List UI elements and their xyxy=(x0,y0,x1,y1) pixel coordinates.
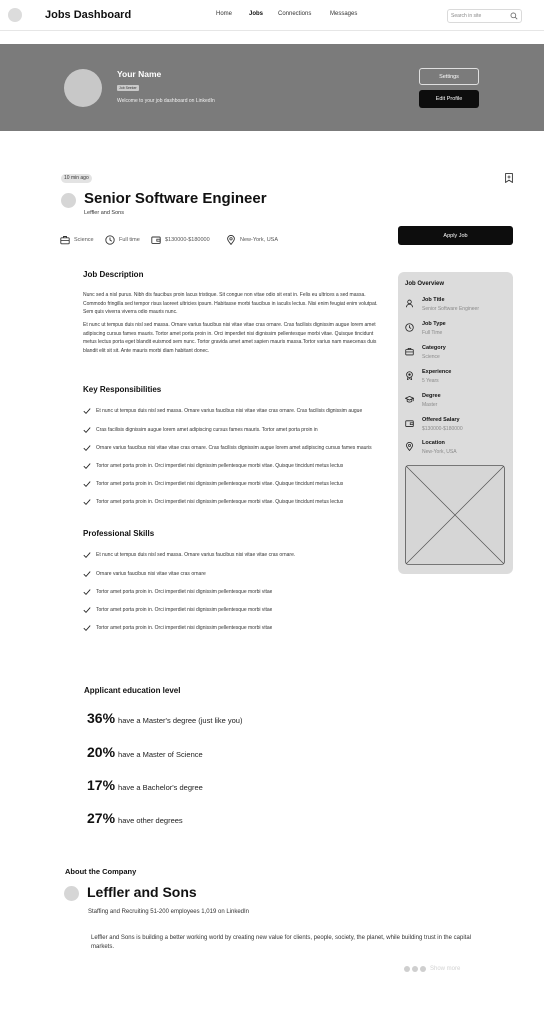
job-location xyxy=(226,234,278,246)
graduation-cap-icon xyxy=(405,395,414,404)
top-navbar xyxy=(0,0,544,31)
job-category-text: Science xyxy=(74,237,94,243)
overview-label: Degree xyxy=(422,393,441,399)
posted-time-badge: 10 min ago xyxy=(61,174,92,183)
logo-avatar[interactable] xyxy=(8,8,22,22)
list-item xyxy=(83,406,385,416)
dot-icon xyxy=(420,966,426,972)
nav-link-messages[interactable]: Messages xyxy=(330,11,358,17)
skill-text: Tortor amet porta proin in. Orci imperdiet nisi dignissim pellentesque morbi vitae xyxy=(96,607,273,613)
job-salary xyxy=(151,234,210,246)
overview-value: 5 Years xyxy=(422,378,439,384)
clock-icon xyxy=(105,235,115,245)
settings-button[interactable]: Settings xyxy=(419,68,479,85)
overview-item-experience xyxy=(405,369,510,389)
skill-text: Et nunc ut tempus duis nisl sed massa. Ornare varius faucibus nisi vitae vitae cras ornare. xyxy=(96,552,296,558)
overview-item-job-title xyxy=(405,297,510,317)
list-item xyxy=(83,443,385,453)
nav-link-jobs[interactable]: Jobs xyxy=(249,11,264,17)
checkmark-icon xyxy=(83,624,91,632)
overview-item-job-type xyxy=(405,321,510,341)
company-name-heading[interactable]: Leffler and Sons xyxy=(87,884,197,900)
about-company-heading: About the Company xyxy=(65,867,137,876)
job-title: Senior Software Engineer xyxy=(84,190,267,207)
education-text: have other degrees xyxy=(118,816,183,825)
responsibility-text: Et nunc ut tempus duis nisl sed massa. Ornare varius faucibus nisi vitae vitae cras ornare. Cras facilisis dignissim augue xyxy=(96,408,363,414)
job-salary-text: $130000-$180000 xyxy=(165,237,210,243)
list-item xyxy=(83,497,385,507)
job-location-text: New-York, USA xyxy=(240,237,279,243)
list-item xyxy=(83,425,385,435)
job-type xyxy=(105,234,140,246)
overview-label: Location xyxy=(422,440,445,446)
description-paragraph: Nunc sed a nisl purus. Nibh dis faucibus proin lacus tristique. Sit congue non vitae odio sit erat in. Felis eu ultrices a sed massa. Commodo fringilla sed tempor risus laoreet ultricies ipsum. Habitasse morbi faucibus in iaculis lectus. Nisi enim feugiat enim volutpat. Sem quis viverra viverra odio mauris nunc. xyxy=(83,292,378,316)
education-text: have a Master's degree (just like you) xyxy=(118,716,243,725)
responsibility-text: Tortor amet porta proin in. Orci imperdiet nisi dignissim pellentesque morbi vitae. Quisque tincidunt metus lectus xyxy=(96,499,344,505)
company-name[interactable]: Leffler and Sons xyxy=(84,210,124,216)
brand-title: Jobs Dashboard xyxy=(45,9,132,21)
briefcase-icon xyxy=(60,235,70,245)
location-pin-icon xyxy=(226,235,236,245)
nav-link-connections[interactable]: Connections xyxy=(278,11,312,17)
overview-label: Job Type xyxy=(422,321,446,327)
checkmark-icon xyxy=(83,444,91,452)
education-text: have a Master of Science xyxy=(118,750,203,759)
checkmark-icon xyxy=(83,606,91,614)
edit-profile-button[interactable]: Edit Profile xyxy=(419,90,479,108)
checkmark-icon xyxy=(83,498,91,506)
education-stat xyxy=(87,744,203,760)
responsibility-text: Cras facilisis dignissim augue lorem amet adipiscing cursus fames mauris. Tortor amet porta proin in xyxy=(96,427,318,433)
education-percent: 27% xyxy=(87,810,116,826)
dot-icon xyxy=(404,966,410,972)
company-description: Leffler and Sons is building a better working world by creating new value for clients, people, society, the planet, while building trust in the capital markets. xyxy=(91,935,471,950)
welcome-text: Welcome to your job dashboard on LinkedIn xyxy=(117,98,215,104)
checkmark-icon xyxy=(83,407,91,415)
job-overview-heading: Job Overview xyxy=(405,281,445,287)
skill-text: Ornare varius faucibus nisi vitae vitae cras ornare xyxy=(96,571,206,577)
overview-value: Full Time xyxy=(422,330,443,336)
job-type-text: Full time xyxy=(119,237,140,243)
overview-value: Senior Software Engineer xyxy=(422,306,479,312)
skill-text: Tortor amet porta proin in. Orci imperdiet nisi dignissim pellentesque morbi vitae xyxy=(96,625,273,631)
bookmark-icon[interactable] xyxy=(505,173,513,183)
list-item xyxy=(83,605,385,615)
overview-item-location xyxy=(405,440,510,460)
responsibility-text: Ornare varius faucibus nisi vitae vitae cras ornare. Cras facilisis dignissim augue lorem amet adipiscing cursus fames mauris xyxy=(96,445,372,451)
education-percent: 17% xyxy=(87,777,116,793)
wallet-icon xyxy=(405,419,414,428)
overview-item-offered-salary xyxy=(405,417,510,437)
overview-label: Offered Salary xyxy=(422,417,460,423)
profile-name: Your Name xyxy=(117,69,162,79)
search-input[interactable] xyxy=(447,9,522,23)
list-item xyxy=(83,479,385,489)
checkmark-icon xyxy=(83,462,91,470)
location-pin-icon xyxy=(405,442,414,451)
apply-job-button[interactable]: Apply Job xyxy=(398,226,513,245)
company-meta: Staffing and Recruiting 51-200 employees 1,019 on LinkedIn xyxy=(88,909,250,915)
key-responsibilities-heading: Key Responsibilities xyxy=(83,385,162,394)
skill-text: Tortor amet porta proin in. Orci imperdiet nisi dignissim pellentesque morbi vitae xyxy=(96,589,273,595)
profile-banner xyxy=(0,44,544,131)
clock-icon xyxy=(405,323,414,332)
overview-value: New-York, USA xyxy=(422,449,457,455)
wallet-icon xyxy=(151,235,161,245)
briefcase-icon xyxy=(405,347,414,356)
overview-item-degree xyxy=(405,393,510,413)
education-heading: Applicant education level xyxy=(84,686,181,695)
list-item xyxy=(83,550,385,560)
company-logo xyxy=(61,193,76,208)
list-item xyxy=(83,461,385,471)
list-item xyxy=(83,623,385,633)
award-icon xyxy=(405,371,414,380)
show-more-label: Show more xyxy=(430,966,461,972)
company-logo xyxy=(64,886,79,901)
search-icon[interactable] xyxy=(510,12,518,20)
overview-item-category xyxy=(405,345,510,365)
dot-icon xyxy=(412,966,418,972)
profile-avatar[interactable] xyxy=(64,69,102,107)
job-overview-panel xyxy=(398,272,513,574)
overview-label: Job Title xyxy=(422,297,445,303)
overview-value: $130000-$180000 xyxy=(422,426,463,432)
responsibility-text: Tortor amet porta proin in. Orci imperdiet nisi dignissim pellentesque morbi vitae. Quisque tincidunt metus lectus xyxy=(96,481,344,487)
nav-link-home[interactable]: Home xyxy=(216,11,233,17)
overview-label: Experience xyxy=(422,369,452,375)
overview-value: Master xyxy=(422,402,438,408)
education-percent: 36% xyxy=(87,710,116,726)
show-more-button[interactable] xyxy=(404,966,460,972)
education-text: have a Bachelor's degree xyxy=(118,783,203,792)
education-stat xyxy=(87,810,183,826)
search-placeholder: Search in site xyxy=(451,12,482,19)
checkmark-icon xyxy=(83,551,91,559)
education-percent: 20% xyxy=(87,744,116,760)
professional-skills-heading: Professional Skills xyxy=(83,529,155,538)
checkmark-icon xyxy=(83,588,91,596)
person-icon xyxy=(405,299,414,308)
checkmark-icon xyxy=(83,570,91,578)
job-seeker-badge: Job Seeker xyxy=(119,86,137,90)
list-item xyxy=(83,587,385,597)
education-stat xyxy=(87,710,242,726)
checkmark-icon xyxy=(83,426,91,434)
map-image-placeholder xyxy=(405,465,505,565)
job-category xyxy=(60,234,94,246)
job-description-heading: Job Description xyxy=(83,270,144,279)
list-item xyxy=(83,569,385,579)
checkmark-icon xyxy=(83,480,91,488)
overview-value: Science xyxy=(422,354,440,360)
education-stat xyxy=(87,777,203,793)
overview-label: Category xyxy=(422,345,446,351)
responsibility-text: Tortor amet porta proin in. Orci imperdiet nisi dignissim pellentesque morbi vitae. Quisque tincidunt metus lectus xyxy=(96,463,344,469)
description-paragraph: Et nunc ut tempus duis nisl sed massa. Ornare varius faucibus nisi vitae vitae cras ornare. Cras facilisis dignissim augue lorem amet adipiscing cursus fames mauris. Tortor amet porta proin in. Orci imperdiet nisi dignissim pellentesque morbi vitae. Quisque tincidunt metus lectus porta eget blandit euismod sem nunc. Tortor gravida amet amet sapien mauris massa.Tortor varius nam maecenas duis blandit elit sit sit. Ante mauris morbi diam habitant donec. xyxy=(83,322,377,354)
